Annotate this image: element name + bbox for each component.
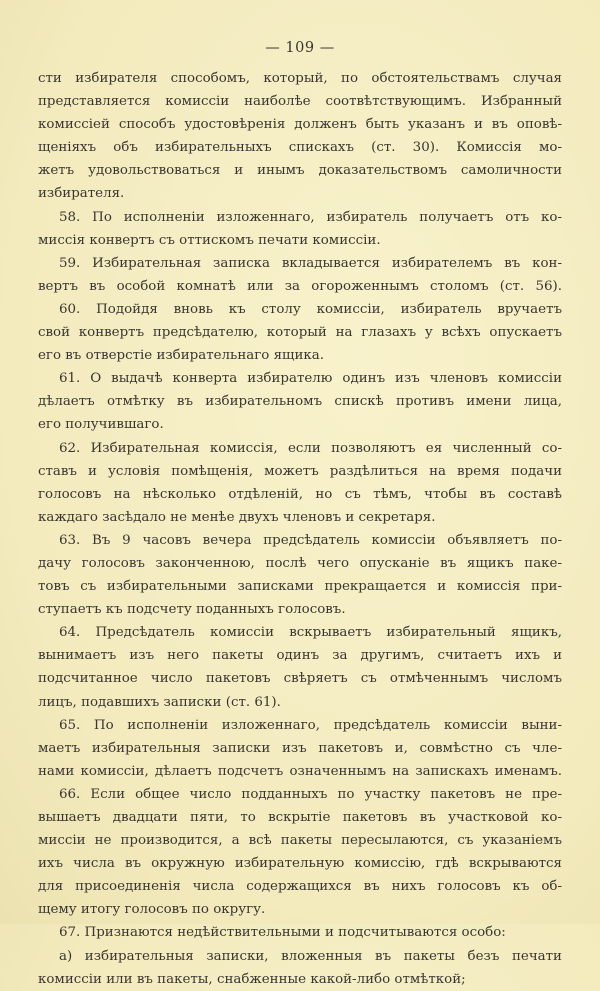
text-line: миссіи не производится, а всѣ пакеты пересылаются, съ указаніемъ (38, 833, 562, 849)
text-line: а) избирательныя записки, вложенныя въ пакеты безъ печати (59, 948, 562, 964)
text-line: сти избирателя способомъ, который, по обстоятельствамъ случая (38, 71, 562, 86)
text-line: миссія конвертъ съ оттискомъ печати комиссіи. (38, 232, 381, 248)
text-line: 62. Избирательная комиссія, если позволяютъ ея численный со- (59, 440, 562, 456)
text-line: ихъ числа въ окружную избирательную комиссію, гдѣ вскрываются (38, 856, 562, 872)
text-line: каждаго засѣдало не менѣе двухъ членовъ и секретаря. (38, 509, 436, 525)
body-text (38, 67, 562, 991)
text-line: избирателя. (38, 186, 125, 202)
text-line: дѣлаетъ отмѣтку въ избирательномъ спискѣ противъ имени лица, (38, 394, 562, 410)
text-line: 59. Избирательная записка вкладывается избирателемъ въ кон- (59, 255, 562, 271)
text-line: 67. Признаются недѣйствительными и подсчитываются особо: (59, 925, 506, 941)
text-line: жетъ удовольствоваться и инымъ доказательствомъ самоличности (38, 163, 562, 179)
text-line: нами комиссіи, дѣлаетъ подсчетъ означеннымъ на запискахъ именамъ. (38, 763, 562, 779)
text-line: 66. Если общее число подданныхъ по участку пакетовъ не пре- (59, 786, 562, 802)
text-line: щеніяхъ объ избирательныхъ спискахъ (ст. 30). Комиссія мо- (38, 140, 562, 156)
page-number: — 109 — (265, 40, 335, 56)
text-line: вышаетъ двадцати пяти, то вскрытіе пакетовъ въ участковой ко- (38, 810, 562, 825)
text-line: для присоединенія числа содержащихся въ нихъ голосовъ къ об- (38, 879, 562, 895)
text-line: его получившаго. (38, 417, 164, 433)
text-line: вертъ въ особой комнатѣ или за огороженнымъ столомъ (ст. 56). (38, 278, 562, 294)
text-line: дачу голосовъ законченною, послѣ чего опусканіе въ ящикъ паке- (38, 555, 562, 571)
text-line: ставъ и условія помѣщенія, можетъ раздѣлиться на время подачи (38, 463, 562, 479)
text-line: комиссіи или въ пакеты, снабженные какой-либо отмѣткой; (38, 971, 466, 987)
text-line: лицъ, подавшихъ записки (ст. 61). (38, 694, 281, 710)
text-line: комиссіей способъ удостовѣренія долженъ быть указанъ и въ оповѣ- (38, 117, 562, 133)
text-line: маетъ избирательныя записки изъ пакетовъ и, совмѣстно съ чле- (38, 740, 562, 756)
text-line: голосовъ на нѣсколько отдѣленій, но съ тѣмъ, чтобы въ составѣ (38, 486, 562, 502)
text-line: вынимаетъ изъ него пакеты одинъ за другимъ, считаетъ ихъ и (38, 648, 562, 664)
text-line: 58. По исполненіи изложеннаго, избиратель получаетъ отъ ко- (59, 209, 562, 225)
text-line: щему итогу голосовъ по округу. (38, 902, 266, 918)
text-line: 65. По исполненіи изложеннаго, предсѣдатель комиссіи выни- (59, 717, 562, 733)
text-line: 64. Предсѣдатель комиссіи вскрываетъ избирательный ящикъ, (59, 625, 562, 641)
text-line: 60. Подойдя вновь къ столу комиссіи, избиратель вручаетъ (59, 301, 562, 317)
text-line: свой конвертъ предсѣдателю, который на глазахъ у всѣхъ опускаетъ (38, 325, 562, 341)
text-line: его въ отверстіе избирательнаго ящика. (38, 348, 325, 364)
text-line: 63. Въ 9 часовъ вечера предсѣдатель комиссіи объявляетъ по- (59, 532, 562, 548)
text-line: товъ съ избирательными записками прекращается и комиссія при- (38, 579, 562, 595)
text-line: представляется комиссіи наиболѣе соотвѣтствующимъ. Избранный (38, 94, 562, 110)
text-line: ступаетъ къ подсчету поданныхъ голосовъ. (38, 602, 346, 618)
text-line: подсчитанное число пакетовъ свѣряетъ съ отмѣченнымъ числомъ (38, 671, 562, 687)
text-line: 61. О выдачѣ конверта избирателю одинъ изъ членовъ комиссіи (59, 371, 562, 387)
